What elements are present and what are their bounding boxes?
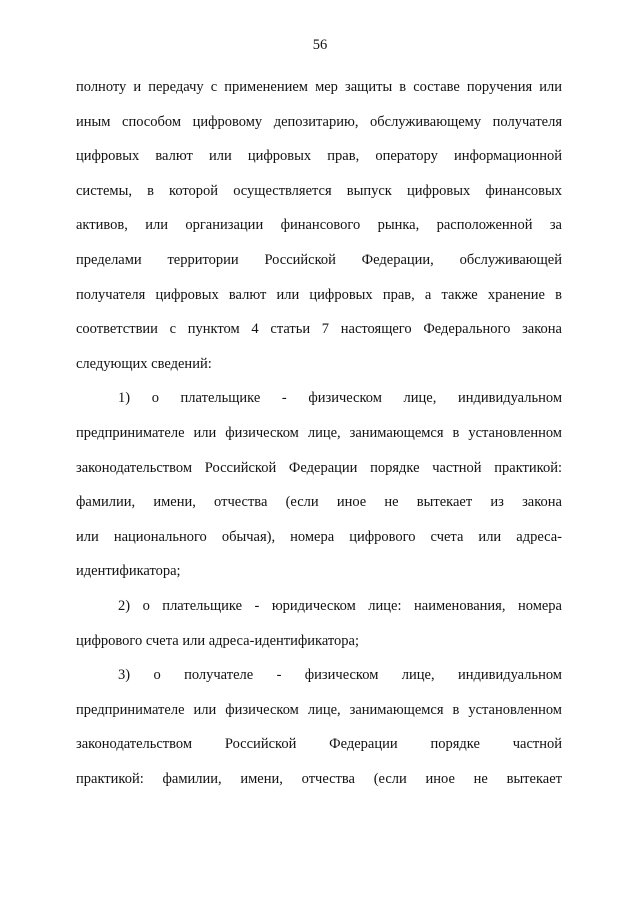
page-number: 56 <box>312 37 328 53</box>
text-line: идентификатора; <box>76 563 181 580</box>
text-line: предпринимателе или физическом лице, занимающемся в установленном <box>76 701 562 718</box>
text-line: цифрового счета или адреса-идентификатора; <box>76 632 360 649</box>
text-line: законодательством Российской Федерации порядке частной <box>76 736 562 753</box>
text-line: предпринимателе или физическом лице, занимающемся в установленном <box>76 424 562 441</box>
body-text <box>76 70 562 796</box>
text-line: активов, или организации финансового рынка, расположенной за <box>76 217 562 234</box>
list-item-2-line: 2) о плательщике - юридическом лице: наименования, номера <box>118 597 562 614</box>
text-line: следующих сведений: <box>76 355 212 372</box>
text-line: системы, в которой осуществляется выпуск цифровых финансовых <box>76 182 562 199</box>
text-line: получателя цифровых валют или цифровых прав, а также хранение в <box>76 286 562 303</box>
text-line: цифровых валют или цифровых прав, оператору информационной <box>76 148 562 165</box>
text-line: фамилии, имени, отчества (если иное не вытекает из закона <box>76 494 562 511</box>
list-item-3-line: 3) о получателе - физическом лице, индивидуальном <box>118 667 562 684</box>
text-line: иным способом цифровому депозитарию, обслуживающему получателя <box>76 113 562 130</box>
text-line: практикой: фамилии, имени, отчества (если иное не вытекает <box>76 770 562 787</box>
text-line: соответствии с пунктом 4 статьи 7 настоящего Федерального закона <box>76 321 562 338</box>
text-line: или национального обычая), номера цифрового счета или адреса- <box>76 528 562 545</box>
text-line: законодательством Российской Федерации порядке частной практикой: <box>76 459 562 476</box>
text-line: пределами территории Российской Федерации, обслуживающей <box>76 251 562 268</box>
list-item-1-line: 1) о плательщике - физическом лице, индивидуальном <box>118 390 562 407</box>
text-line: полноту и передачу с применением мер защиты в составе поручения или <box>76 79 562 95</box>
